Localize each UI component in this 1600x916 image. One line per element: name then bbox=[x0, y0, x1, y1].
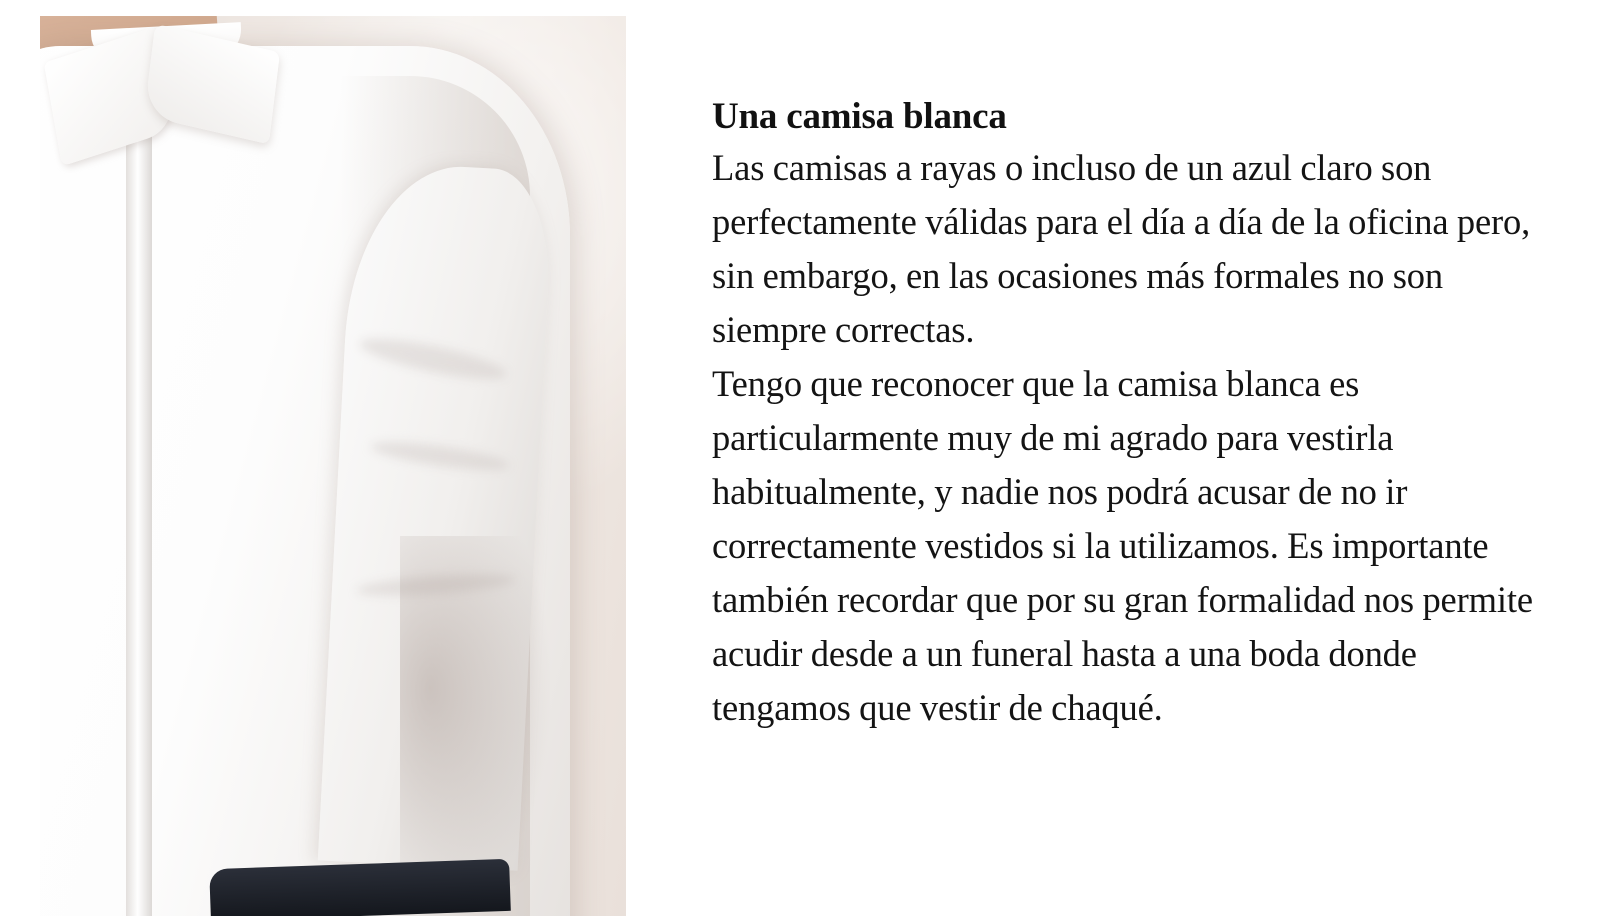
article-paragraph: Las camisas a rayas o incluso de un azul claro son perfectamente válidas para el día a día de la oficina pero, sin embargo, en las ocasiones más formales no son siempre correctas. bbox=[712, 146, 1531, 350]
article-heading: Una camisa blanca bbox=[712, 96, 1007, 137]
shirt-placket bbox=[126, 136, 152, 916]
article-paragraph: Tengo que reconocer que la camisa blanca es particularmente muy de mi agrado para vestirla habitualmente, y nadie nos podrá acusar de no ir correctamente vestidos si la utilizamos. Es importante también recordar que por su gran formalidad nos permite acudir desde a un funeral hasta a una boda donde tengamos que vestir de chaqué. bbox=[712, 362, 1533, 728]
model-trousers bbox=[209, 859, 511, 916]
article-illustration bbox=[40, 16, 626, 916]
column-divider bbox=[666, 0, 680, 900]
article-text-column bbox=[680, 0, 1600, 900]
article-body bbox=[712, 141, 1544, 735]
